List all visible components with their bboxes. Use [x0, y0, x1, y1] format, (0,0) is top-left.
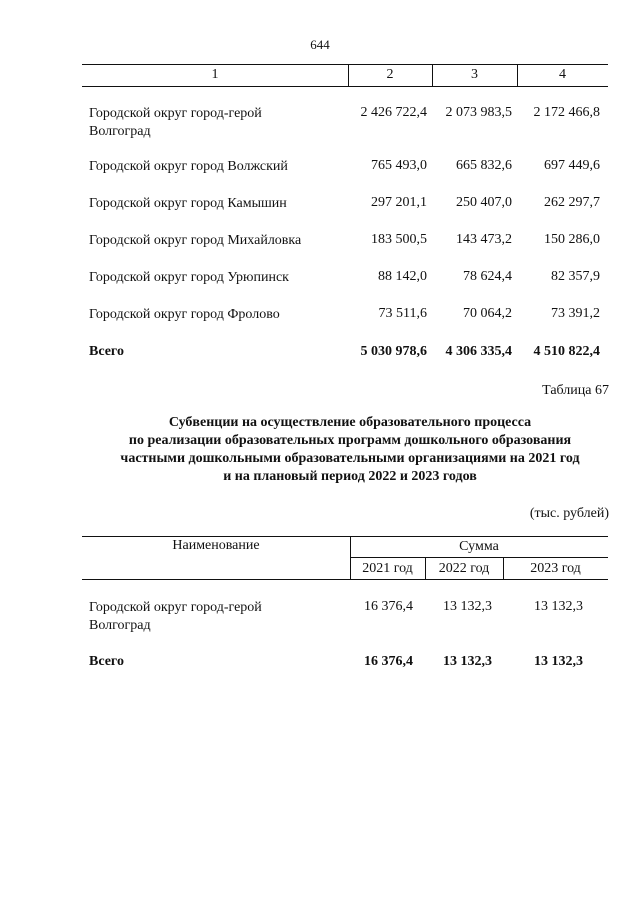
year-header-cell: 2022 год [438, 561, 490, 576]
value-cell: 78 624,4 [463, 269, 512, 284]
value-cell: 665 832,6 [456, 158, 512, 173]
table1-header-cell: 2 [386, 67, 394, 82]
title-line: по реализации образовательных программ дошкольного образования [128, 433, 572, 448]
table2-top-rule [82, 536, 608, 537]
unit-label: (тыс. рублей) [529, 506, 609, 521]
title-line: частными дошкольными образовательными организациями на 2021 год [120, 451, 580, 466]
value-cell: 250 407,0 [456, 195, 512, 210]
header-name-cell: Наименование [172, 538, 260, 553]
table2-header-rule [82, 579, 608, 580]
row-name-line: Городской округ город Михайловка [89, 233, 302, 248]
total-value: 13 132,3 [443, 654, 492, 669]
table-title [60, 414, 640, 486]
table1-top-rule [82, 64, 608, 65]
value-cell: 16 376,4 [364, 599, 413, 614]
total-value: 16 376,4 [364, 654, 413, 669]
value-cell: 73 511,6 [378, 306, 427, 321]
total-label: Всего [89, 344, 124, 359]
table1-header-cell: 4 [559, 67, 566, 82]
value-cell: 2 426 722,4 [360, 105, 427, 120]
value-cell: 297 201,1 [371, 195, 427, 210]
header-sum-cell: Сумма [459, 539, 499, 554]
row-name-line: Городской округ город Урюпинск [89, 270, 289, 285]
table2-subheader-rule [350, 557, 608, 558]
total-value: 4 510 822,4 [533, 344, 600, 359]
year-header-cell: 2023 год [530, 561, 581, 576]
total-value: 13 132,3 [534, 654, 583, 669]
row-name-line: Городской округ город Волжский [89, 159, 288, 174]
value-cell: 2 172 466,8 [533, 105, 600, 120]
value-cell: 2 073 983,5 [445, 105, 512, 120]
total-label: Всего [89, 654, 124, 669]
value-cell: 88 142,0 [378, 269, 427, 284]
title-line: Субвенции на осуществление образовательного процесса [168, 415, 532, 430]
value-cell: 150 286,0 [544, 232, 600, 247]
row-name-line: Городской округ город Фролово [89, 307, 280, 322]
row-name-line: Волгоград [89, 124, 151, 139]
row-name-line: Городской округ город-герой [89, 600, 262, 615]
page-number: 644 [310, 37, 330, 52]
value-cell: 697 449,6 [544, 158, 600, 173]
value-cell: 82 357,9 [551, 269, 600, 284]
table1-header-rule [82, 86, 608, 87]
value-cell: 13 132,3 [443, 599, 492, 614]
row-name-line: Городской округ город-герой [89, 106, 262, 121]
row-name-line: Волгоград [89, 618, 151, 633]
table-number: Таблица 67 [542, 383, 609, 398]
value-cell: 13 132,3 [534, 599, 583, 614]
row-name-line: Городской округ город Камышин [89, 196, 287, 211]
total-value: 5 030 978,6 [360, 344, 427, 359]
table1-header-cell: 1 [211, 67, 219, 82]
table1-header-cell: 3 [471, 67, 478, 82]
value-cell: 70 064,2 [463, 306, 512, 321]
value-cell: 73 391,2 [551, 306, 600, 321]
value-cell: 143 473,2 [456, 232, 512, 247]
title-line: и на плановый период 2022 и 2023 годов [223, 469, 477, 484]
total-value: 4 306 335,4 [445, 344, 512, 359]
year-header-cell: 2021 год [362, 561, 413, 576]
value-cell: 183 500,5 [371, 232, 427, 247]
value-cell: 765 493,0 [371, 158, 427, 173]
value-cell: 262 297,7 [544, 195, 600, 210]
